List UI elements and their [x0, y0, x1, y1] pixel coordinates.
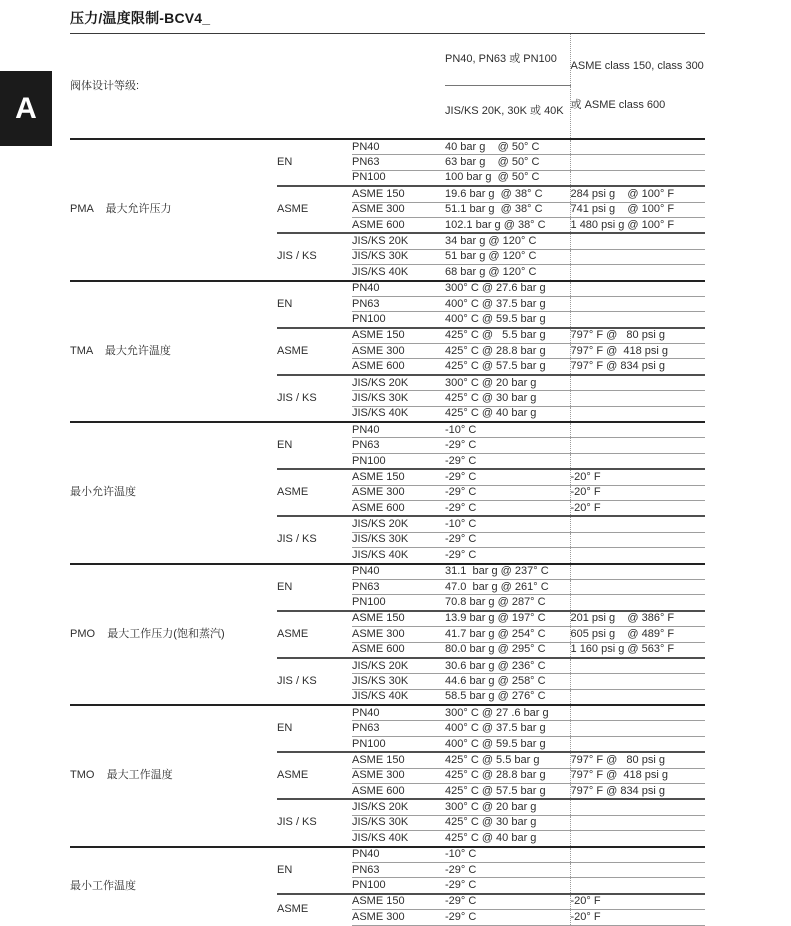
metric-value-cell: 300° C @ 20 bar g	[445, 799, 570, 815]
metric-value-cell: 19.6 bar g @ 38° C	[445, 186, 570, 202]
rating-cell: JIS/KS 40K	[352, 831, 445, 847]
imperial-value-cell: 741 psi g @ 100° F	[570, 202, 705, 217]
table-header	[70, 34, 705, 140]
metric-value-cell: 425° C @ 40 bar g	[445, 831, 570, 847]
imperial-value-cell	[570, 815, 705, 830]
rating-cell: PN100	[352, 312, 445, 328]
metric-value-cell: 425° C @ 28.8 bar g	[445, 768, 570, 783]
property-cell: 最小允许温度	[70, 422, 277, 564]
pressure-temperature-limits-table	[70, 33, 705, 926]
metric-value-cell: 425° C @ 57.5 bar g	[445, 784, 570, 800]
imperial-value-cell	[570, 878, 705, 894]
metric-value-cell: 70.8 bar g @ 287° C	[445, 595, 570, 611]
imperial-value-cell: 797° F @ 834 psi g	[570, 359, 705, 375]
metric-value-cell: 400° C @ 59.5 bar g	[445, 312, 570, 328]
imperial-value-cell: 797° F @ 80 psi g	[570, 328, 705, 344]
metric-value-cell: 425° C @ 40 bar g	[445, 406, 570, 422]
metric-value-cell: 300° C @ 27.6 bar g	[445, 281, 570, 297]
table-row	[70, 422, 705, 438]
rating-cell: PN63	[352, 296, 445, 311]
property-cell: 最小工作温度	[70, 847, 277, 925]
metric-value-cell: 41.7 bar g @ 254° C	[445, 627, 570, 642]
metric-value-cell: 425° C @ 5.5 bar g	[445, 328, 570, 344]
rating-cell: PN100	[352, 170, 445, 186]
rating-cell: ASME 300	[352, 485, 445, 500]
standard-cell: JIS / KS	[277, 799, 352, 846]
page-title: 压力/温度限制-BCV4_	[70, 10, 211, 26]
imperial-value-cell	[570, 265, 705, 281]
imperial-value-cell: 1 480 psi g @ 100° F	[570, 217, 705, 233]
metric-value-cell: 34 bar g @ 120° C	[445, 233, 570, 249]
imperial-value-cell: 201 psi g @ 386° F	[570, 611, 705, 627]
rating-cell: PN40	[352, 847, 445, 863]
metric-ratings-header-pn: PN40, PN63 或 PN100	[445, 34, 570, 86]
rating-cell: PN40	[352, 564, 445, 580]
property-cell: PMO 最大工作压力(饱和蒸汽)	[70, 564, 277, 706]
imperial-value-cell	[570, 296, 705, 311]
metric-value-cell: 31.1 bar g @ 237° C	[445, 564, 570, 580]
imperial-value-cell: 797° F @ 418 psi g	[570, 344, 705, 359]
standard-cell: JIS / KS	[277, 658, 352, 705]
rating-cell: PN100	[352, 736, 445, 752]
rating-cell: JIS/KS 30K	[352, 674, 445, 689]
rating-cell: ASME 600	[352, 359, 445, 375]
metric-value-cell: -29° C	[445, 910, 570, 925]
rating-cell: ASME 150	[352, 894, 445, 910]
rating-cell: ASME 300	[352, 768, 445, 783]
metric-value-cell: 51 bar g @ 120° C	[445, 249, 570, 264]
imperial-value-cell	[570, 438, 705, 453]
imperial-value-cell	[570, 312, 705, 328]
rating-cell: ASME 150	[352, 469, 445, 485]
rating-cell: PN100	[352, 878, 445, 894]
metric-value-cell: 30.6 bar g @ 236° C	[445, 658, 570, 674]
standard-cell: ASME	[277, 611, 352, 658]
standard-cell: EN	[277, 705, 352, 752]
metric-value-cell: -10° C	[445, 422, 570, 438]
rating-cell: JIS/KS 30K	[352, 532, 445, 547]
rating-cell: PN63	[352, 862, 445, 877]
rating-cell: ASME 600	[352, 217, 445, 233]
standard-cell: ASME	[277, 469, 352, 516]
metric-value-cell: 68 bar g @ 120° C	[445, 265, 570, 281]
metric-value-cell: -29° C	[445, 453, 570, 469]
rating-cell: ASME 300	[352, 344, 445, 359]
imperial-value-cell	[570, 831, 705, 847]
imperial-value-cell	[570, 721, 705, 736]
rating-cell: JIS/KS 30K	[352, 391, 445, 406]
imperial-value-cell	[570, 281, 705, 297]
imperial-value-cell	[570, 422, 705, 438]
imperial-value-cell: -20° F	[570, 894, 705, 910]
imperial-value-cell	[570, 249, 705, 264]
rating-cell: JIS/KS 40K	[352, 406, 445, 422]
imperial-value-cell: 797° F @ 80 psi g	[570, 752, 705, 768]
property-cell: TMO 最大工作温度	[70, 705, 277, 847]
rating-cell: PN40	[352, 281, 445, 297]
rating-cell: ASME 150	[352, 611, 445, 627]
standard-cell: ASME	[277, 186, 352, 233]
property-cell: PMA 最大允许压力	[70, 139, 277, 281]
section-index-letter: A	[15, 91, 37, 125]
standard-cell: ASME	[277, 752, 352, 799]
imperial-value-cell	[570, 375, 705, 391]
rating-cell: PN63	[352, 721, 445, 736]
metric-value-cell: 44.6 bar g @ 258° C	[445, 674, 570, 689]
metric-value-cell: 80.0 bar g @ 295° C	[445, 642, 570, 658]
rating-cell: PN63	[352, 438, 445, 453]
rating-cell: ASME 600	[352, 500, 445, 516]
property-cell: TMA 最大允许温度	[70, 281, 277, 423]
standard-cell: EN	[277, 139, 352, 186]
metric-value-cell: 58.5 bar g @ 276° C	[445, 689, 570, 705]
metric-value-cell: -29° C	[445, 485, 570, 500]
metric-value-cell: -29° C	[445, 862, 570, 877]
rating-cell: ASME 300	[352, 910, 445, 925]
imperial-value-cell	[570, 516, 705, 532]
asme-ratings-header-line2: 或 ASME class 600	[570, 99, 666, 111]
standard-cell: JIS / KS	[277, 516, 352, 563]
header-row-1	[70, 34, 705, 86]
rating-cell: PN40	[352, 422, 445, 438]
imperial-value-cell	[570, 453, 705, 469]
rating-cell: ASME 300	[352, 202, 445, 217]
rating-cell: ASME 150	[352, 752, 445, 768]
metric-value-cell: 425° C @ 30 bar g	[445, 391, 570, 406]
rating-cell: PN100	[352, 453, 445, 469]
metric-value-cell: 400° C @ 37.5 bar g	[445, 296, 570, 311]
rating-cell: PN63	[352, 155, 445, 170]
rating-cell: JIS/KS 40K	[352, 548, 445, 564]
rating-cell: JIS/KS 20K	[352, 375, 445, 391]
imperial-value-cell	[570, 406, 705, 422]
imperial-value-cell	[570, 233, 705, 249]
metric-value-cell: 100 bar g @ 50° C	[445, 170, 570, 186]
rating-cell: JIS/KS 20K	[352, 516, 445, 532]
imperial-value-cell	[570, 705, 705, 721]
rating-cell: JIS/KS 30K	[352, 249, 445, 264]
metric-value-cell: 425° C @ 57.5 bar g	[445, 359, 570, 375]
imperial-value-cell	[570, 391, 705, 406]
rating-cell: PN63	[352, 579, 445, 594]
rating-cell: ASME 150	[352, 328, 445, 344]
imperial-value-cell	[570, 689, 705, 705]
imperial-value-cell	[570, 155, 705, 170]
metric-value-cell: 400° C @ 59.5 bar g	[445, 736, 570, 752]
rating-cell: JIS/KS 40K	[352, 689, 445, 705]
imperial-value-cell: 605 psi g @ 489° F	[570, 627, 705, 642]
imperial-value-cell	[570, 170, 705, 186]
table-row	[70, 281, 705, 297]
standard-cell: EN	[277, 422, 352, 469]
metric-value-cell: 300° C @ 27 .6 bar g	[445, 705, 570, 721]
table-row	[70, 705, 705, 721]
imperial-value-cell	[570, 532, 705, 547]
metric-value-cell: 425° C @ 30 bar g	[445, 815, 570, 830]
metric-value-cell: -29° C	[445, 500, 570, 516]
imperial-value-cell: -20° F	[570, 469, 705, 485]
rating-cell: JIS/KS 20K	[352, 233, 445, 249]
imperial-value-cell: -20° F	[570, 485, 705, 500]
table-row	[70, 139, 705, 155]
metric-value-cell: -29° C	[445, 532, 570, 547]
standard-cell: JIS / KS	[277, 233, 352, 280]
imperial-value-cell	[570, 579, 705, 594]
design-grade-label: 阀体设计等级:	[70, 34, 445, 140]
metric-value-cell: 425° C @ 5.5 bar g	[445, 752, 570, 768]
metric-value-cell: 400° C @ 37.5 bar g	[445, 721, 570, 736]
rating-cell: JIS/KS 20K	[352, 799, 445, 815]
rating-cell: ASME 600	[352, 642, 445, 658]
imperial-value-cell: 797° F @ 834 psi g	[570, 784, 705, 800]
imperial-value-cell	[570, 799, 705, 815]
standard-cell: ASME	[277, 894, 352, 925]
imperial-value-cell: -20° F	[570, 500, 705, 516]
standard-cell: EN	[277, 847, 352, 894]
imperial-value-cell	[570, 862, 705, 877]
rating-cell: ASME 600	[352, 784, 445, 800]
section-index-tab	[0, 71, 52, 146]
imperial-value-cell	[570, 595, 705, 611]
standard-cell: EN	[277, 281, 352, 328]
standard-cell: EN	[277, 564, 352, 611]
metric-value-cell: -29° C	[445, 438, 570, 453]
imperial-value-cell	[570, 658, 705, 674]
standard-cell: ASME	[277, 328, 352, 375]
metric-value-cell: -10° C	[445, 516, 570, 532]
metric-ratings-header-jis: JIS/KS 20K, 30K 或 40K	[445, 85, 570, 139]
imperial-value-cell	[570, 139, 705, 155]
metric-value-cell: -29° C	[445, 878, 570, 894]
metric-value-cell: 13.9 bar g @ 197° C	[445, 611, 570, 627]
imperial-value-cell: 284 psi g @ 100° F	[570, 186, 705, 202]
imperial-value-cell: -20° F	[570, 910, 705, 925]
rating-cell: PN100	[352, 595, 445, 611]
rating-cell: JIS/KS 20K	[352, 658, 445, 674]
metric-value-cell: 102.1 bar g @ 38° C	[445, 217, 570, 233]
rating-cell: ASME 300	[352, 627, 445, 642]
imperial-value-cell	[570, 736, 705, 752]
rating-cell: JIS/KS 30K	[352, 815, 445, 830]
metric-value-cell: 40 bar g @ 50° C	[445, 139, 570, 155]
metric-value-cell: -29° C	[445, 894, 570, 910]
imperial-value-cell	[570, 564, 705, 580]
standard-cell: JIS / KS	[277, 375, 352, 422]
metric-value-cell: -10° C	[445, 847, 570, 863]
metric-value-cell: 63 bar g @ 50° C	[445, 155, 570, 170]
imperial-value-cell	[570, 548, 705, 564]
asme-ratings-header-line1: ASME class 150, class 300	[570, 60, 704, 72]
rating-cell: PN40	[352, 139, 445, 155]
metric-value-cell: 300° C @ 20 bar g	[445, 375, 570, 391]
table-body	[70, 139, 705, 925]
rating-cell: PN40	[352, 705, 445, 721]
imperial-value-cell: 797° F @ 418 psi g	[570, 768, 705, 783]
metric-value-cell: 47.0 bar g @ 261° C	[445, 579, 570, 594]
imperial-value-cell: 1 160 psi g @ 563° F	[570, 642, 705, 658]
rating-cell: JIS/KS 40K	[352, 265, 445, 281]
table-row	[70, 564, 705, 580]
metric-value-cell: 425° C @ 28.8 bar g	[445, 344, 570, 359]
metric-value-cell: 51.1 bar g @ 38° C	[445, 202, 570, 217]
metric-value-cell: -29° C	[445, 469, 570, 485]
rating-cell: ASME 150	[352, 186, 445, 202]
imperial-value-cell	[570, 674, 705, 689]
metric-value-cell: -29° C	[445, 548, 570, 564]
asme-ratings-header	[570, 34, 705, 140]
